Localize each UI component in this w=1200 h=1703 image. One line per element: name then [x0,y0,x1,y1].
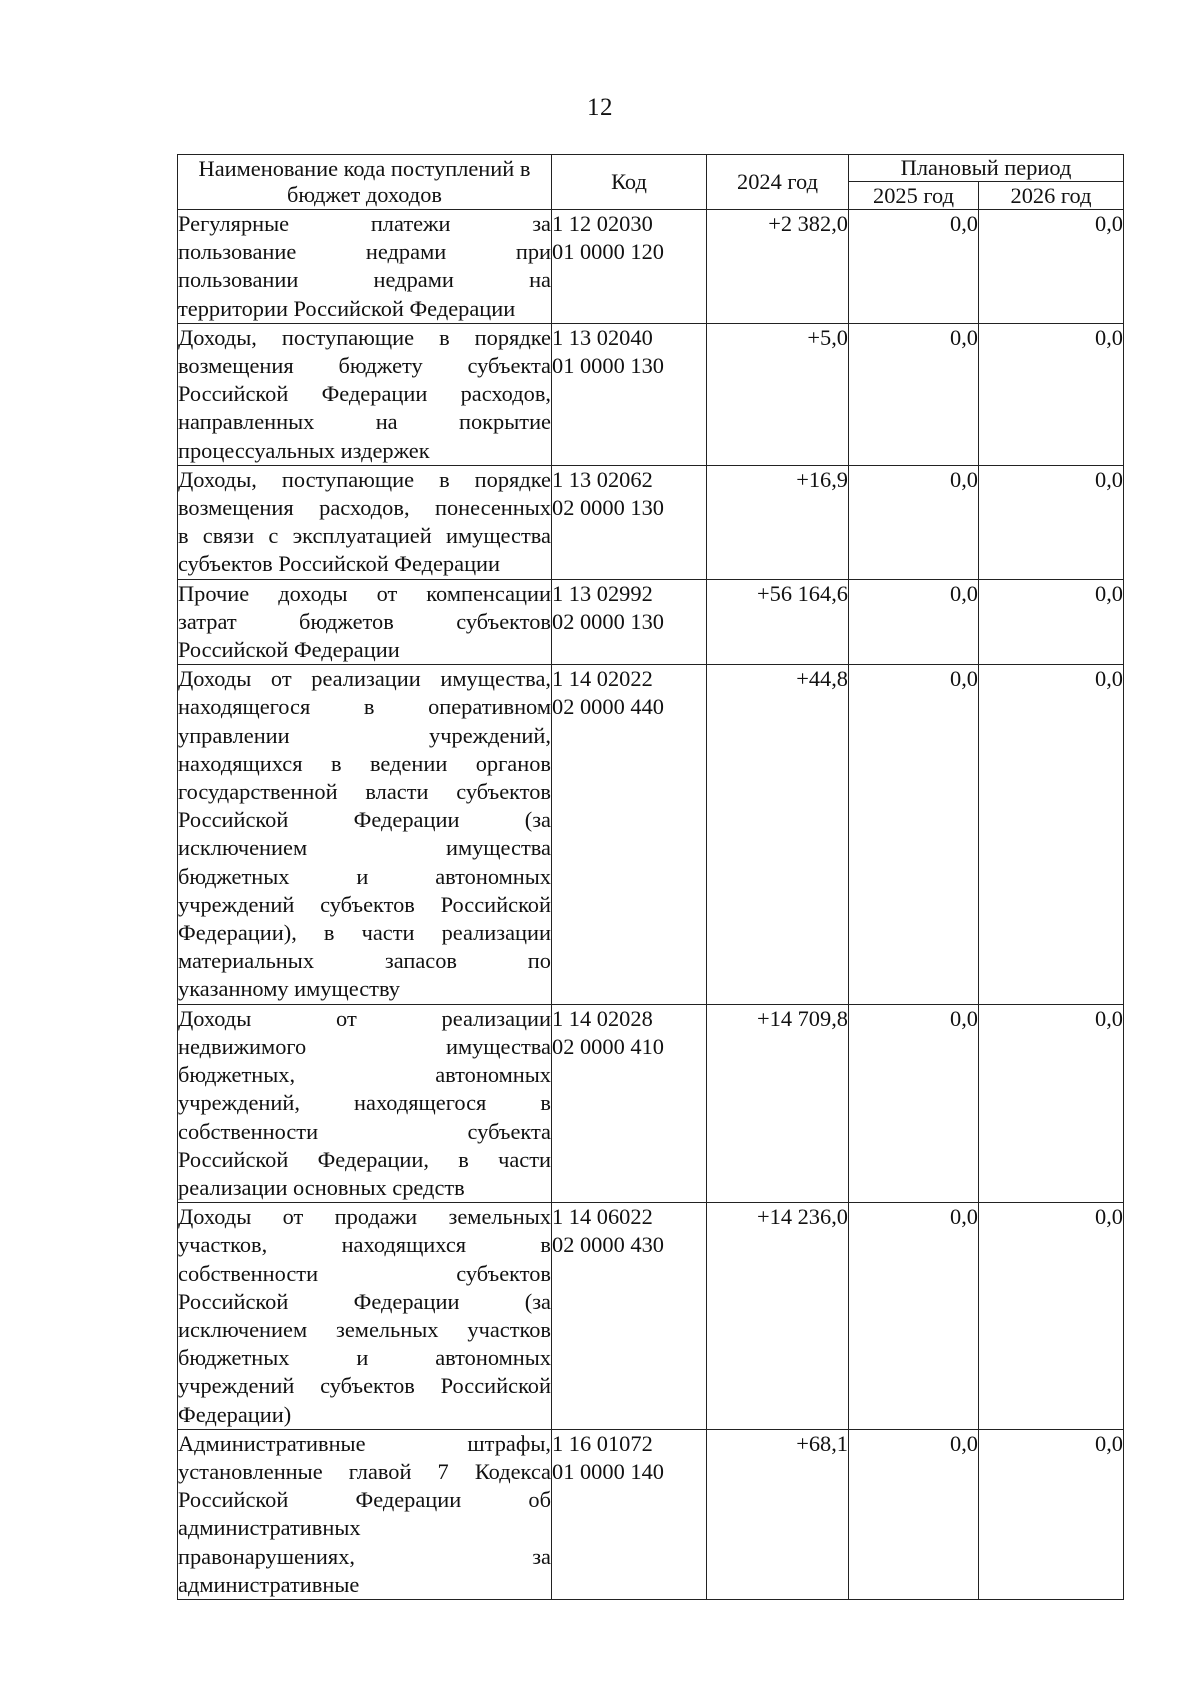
budget-revenue-table [177,154,1124,1600]
revenue-name-line: Административные штрафы, [178,1430,551,1456]
value-2026-cell: 0,0 [979,579,1124,665]
value-2025-cell: 0,0 [849,323,979,465]
revenue-code-line: 1 13 02040 [552,324,653,350]
revenue-name-line: Российской Федерации [178,637,400,663]
revenue-name-line: пользовании недрами на [178,267,551,293]
revenue-name-line: процессуальных издержек [178,437,430,463]
revenue-name-line: возмещения расходов, понесенных [178,495,551,521]
table-body [178,210,1124,1600]
value-2025-cell: 0,0 [849,579,979,665]
value-2024-cell: +14 709,8 [707,1004,849,1202]
revenue-name-line: Федерации) [178,1401,292,1427]
revenue-name-line: материальных запасов по [178,948,551,974]
revenue-code-cell [552,210,707,324]
revenue-name-line: Российской Федерации расходов, [178,381,551,407]
revenue-name-line: находящихся в ведении органов [178,750,551,776]
revenue-name-cell [178,579,552,665]
revenue-name-line: Федерации), в части реализации [178,920,551,946]
revenue-name-line: Российской Федерации (за [178,807,551,833]
revenue-name-line: Доходы, поступающие в порядке [178,324,551,350]
value-2024-cell: +68,1 [707,1429,849,1599]
revenue-name-line: Российской Федерации (за [178,1288,551,1314]
table-header-row [178,155,1124,182]
revenue-name-line: бюджетных, автономных [178,1062,551,1088]
value-2024-cell: +5,0 [707,323,849,465]
header-code: Код [552,155,707,210]
revenue-name-line: территории Российской Федерации [178,295,516,321]
revenue-code-cell [552,1004,707,1202]
revenue-name-line: направленных на покрытие [178,409,551,435]
value-2025-cell: 0,0 [849,465,979,579]
revenue-name-cell [178,210,552,324]
value-2024-cell: +44,8 [707,665,849,1004]
page-number: 12 [587,94,613,121]
revenue-code-cell [552,1203,707,1430]
revenue-code-line: 1 13 02062 [552,466,653,492]
revenue-name-line: пользование недрами при [178,239,551,265]
revenue-name-cell [178,323,552,465]
value-2024-cell: +56 164,6 [707,579,849,665]
revenue-name-cell [178,1004,552,1202]
revenue-name-line: правонарушениях, за [178,1543,551,1569]
revenue-name-line: Российской Федерации об [178,1487,551,1513]
revenue-name-line: бюджетных и автономных [178,863,551,889]
revenue-name-line: участков, находящихся в [178,1232,551,1258]
revenue-name-line: бюджетных и автономных [178,1345,551,1371]
revenue-code-line: 02 0000 130 [552,495,664,521]
value-2025-cell: 0,0 [849,1429,979,1599]
value-2026-cell: 0,0 [979,1203,1124,1430]
revenue-code-line: 1 13 02992 [552,580,653,606]
revenue-name-line: возмещения бюджету субъекта [178,353,551,379]
revenue-code-line: 1 12 02030 [552,211,653,236]
value-2024-cell: +16,9 [707,465,849,579]
revenue-name-cell [178,465,552,579]
revenue-code-line: 1 14 02022 [552,666,653,692]
revenue-code-line: 1 14 02028 [552,1005,653,1031]
revenue-name-line: Доходы от реализации имущества, [178,666,551,692]
value-2025-cell: 0,0 [849,1004,979,1202]
revenue-name-line: собственности субъекта [178,1118,551,1144]
revenue-name-line: исключением земельных участков [178,1316,551,1342]
value-2026-cell: 0,0 [979,210,1124,324]
header-year-2026: 2026 год [979,182,1124,210]
revenue-name-line: собственности субъектов [178,1260,551,1286]
revenue-name-line: затрат бюджетов субъектов [178,608,551,634]
revenue-code-line: 1 14 06022 [552,1204,653,1230]
value-2026-cell: 0,0 [979,1004,1124,1202]
header-year-2024: 2024 год [707,155,849,210]
revenue-name-line: административные [178,1571,360,1597]
table-row [178,665,1124,1004]
revenue-code-line: 01 0000 120 [552,239,664,265]
revenue-code-line: 01 0000 140 [552,1458,664,1484]
revenue-name-line: установленные главой 7 Кодекса [178,1458,551,1484]
revenue-code-line: 02 0000 130 [552,608,664,634]
header-name: Наименование кода поступлений в бюджет доходов [178,155,552,210]
revenue-name-cell [178,665,552,1004]
revenue-name-line: субъектов Российской Федерации [178,551,501,577]
revenue-name-line: Доходы от продажи земельных [178,1204,551,1230]
revenue-name-line: Прочие доходы от компенсации [178,580,551,606]
table-row [178,323,1124,465]
revenue-name-cell [178,1203,552,1430]
table-row [178,1429,1124,1599]
revenue-name-line: Доходы, поступающие в порядке [178,466,551,492]
revenue-name-line: реализации основных средств [178,1174,465,1200]
header-year-2025: 2025 год [849,182,979,210]
revenue-code-line: 1 16 01072 [552,1430,653,1456]
value-2026-cell: 0,0 [979,323,1124,465]
revenue-code-line: 02 0000 410 [552,1033,664,1059]
revenue-name-line: указанному имуществу [178,976,400,1002]
table-row [178,1004,1124,1202]
revenue-name-line: административных [178,1515,361,1541]
value-2025-cell: 0,0 [849,210,979,324]
revenue-code-line: 01 0000 130 [552,353,664,379]
value-2026-cell: 0,0 [979,665,1124,1004]
revenue-code-cell [552,665,707,1004]
table-row [178,210,1124,324]
table-row [178,1203,1124,1430]
revenue-name-line: управлении учреждений, [178,722,551,748]
revenue-code-line: 02 0000 430 [552,1232,664,1258]
revenue-name-line: учреждений субъектов Российской [178,1373,551,1399]
revenue-name-line: Регулярные платежи за [178,211,551,236]
revenue-name-cell [178,1429,552,1599]
header-planned-period: Плановый период [849,155,1124,182]
value-2024-cell: +14 236,0 [707,1203,849,1430]
value-2025-cell: 0,0 [849,1203,979,1430]
revenue-name-line: находящегося в оперативном [178,694,551,720]
revenue-code-line: 02 0000 440 [552,694,664,720]
revenue-name-line: исключением имущества [178,835,551,861]
revenue-name-line: государственной власти субъектов [178,779,551,805]
revenue-name-line: Доходы от реализации [178,1005,551,1031]
revenue-code-cell [552,1429,707,1599]
table-row [178,579,1124,665]
value-2025-cell: 0,0 [849,665,979,1004]
revenue-name-line: учреждений, находящегося в [178,1090,551,1116]
revenue-code-cell [552,579,707,665]
value-2026-cell: 0,0 [979,465,1124,579]
revenue-code-cell [552,323,707,465]
revenue-code-cell [552,465,707,579]
value-2026-cell: 0,0 [979,1429,1124,1599]
revenue-name-line: Российской Федерации, в части [178,1146,551,1172]
revenue-name-line: в связи с эксплуатацией имущества [178,523,551,549]
revenue-name-line: учреждений субъектов Российской [178,891,551,917]
revenue-name-line: недвижимого имущества [178,1033,551,1059]
value-2024-cell: +2 382,0 [707,210,849,324]
table-row [178,465,1124,579]
